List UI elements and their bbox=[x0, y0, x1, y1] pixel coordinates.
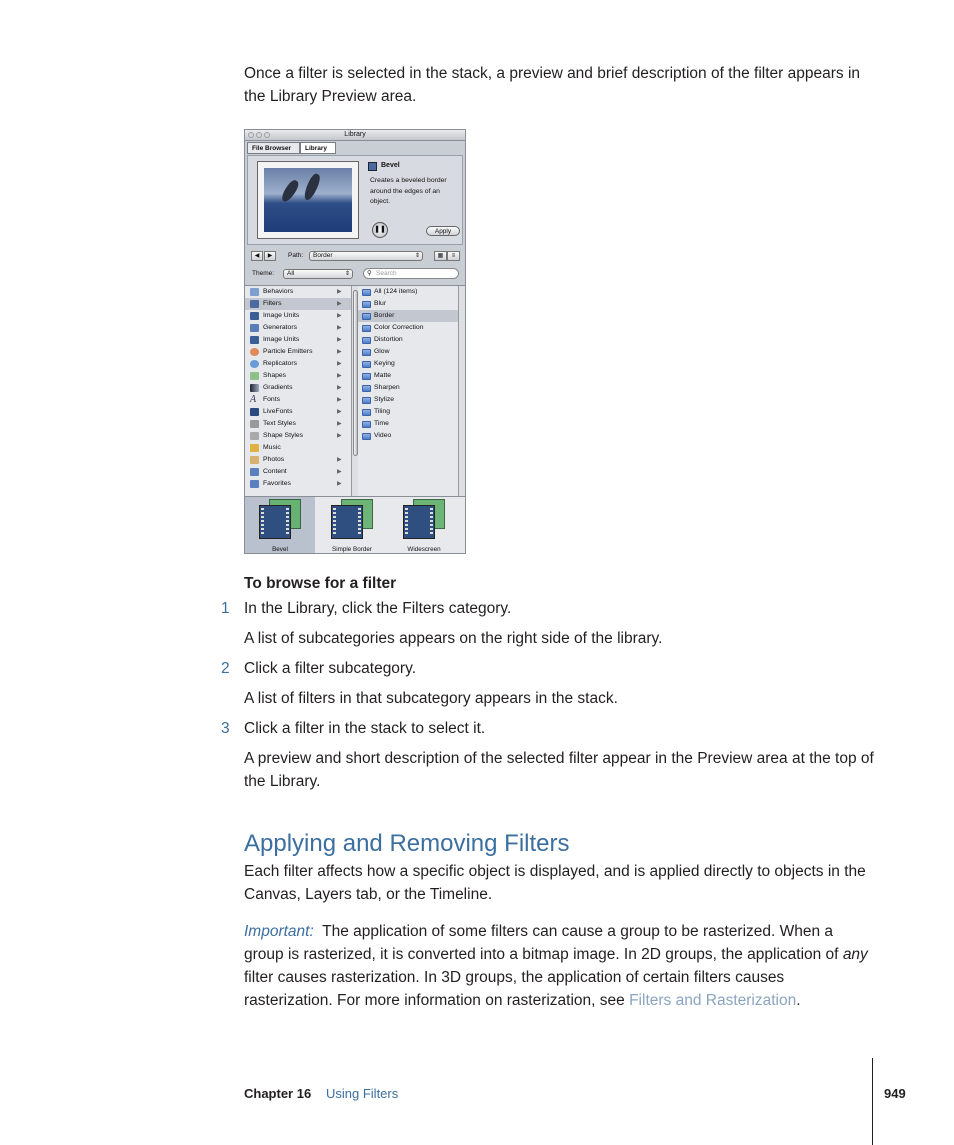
popup-arrows-icon: ⇕ bbox=[414, 253, 420, 259]
subcategory-list bbox=[358, 286, 458, 496]
category-shape-styles[interactable]: Shape Styles ▶ bbox=[245, 430, 351, 442]
folder-icon bbox=[362, 325, 371, 332]
step-result: A preview and short description of the selected filter appear in the Preview area at the top of the Library. bbox=[244, 750, 874, 790]
path-popup[interactable] bbox=[309, 251, 423, 261]
content-icon bbox=[250, 468, 259, 476]
filter-film-icon bbox=[403, 505, 435, 539]
rasterization-link[interactable]: Filters and Rasterization bbox=[629, 992, 797, 1009]
subcategory-item[interactable]: Keying bbox=[358, 358, 458, 370]
step-number: 2 bbox=[221, 660, 230, 677]
filter-film-icon bbox=[331, 505, 363, 539]
stack-item-label: Bevel bbox=[272, 546, 288, 553]
category-list bbox=[245, 286, 351, 496]
subcategory-item[interactable]: Glow bbox=[358, 346, 458, 358]
path-row bbox=[251, 251, 463, 263]
folder-icon bbox=[362, 337, 371, 344]
popup-arrows-icon: ⇕ bbox=[344, 271, 350, 277]
tab-file-browser[interactable]: File Browser bbox=[247, 142, 300, 154]
theme-popup[interactable] bbox=[283, 269, 353, 279]
step-number: 1 bbox=[221, 600, 230, 617]
category-music[interactable]: Music bbox=[245, 442, 351, 454]
subcategory-item[interactable]: Color Correction bbox=[358, 322, 458, 334]
subcategory-item[interactable]: Distortion bbox=[358, 334, 458, 346]
favorites-icon bbox=[250, 480, 259, 488]
shape-styles-icon bbox=[250, 432, 259, 440]
theme-value: All bbox=[287, 270, 295, 277]
category-particle-emitters[interactable]: Particle Emitters ▶ bbox=[245, 346, 351, 358]
step-text: Click a filter subcategory. bbox=[244, 660, 416, 677]
folder-icon bbox=[362, 409, 371, 416]
subcategory-item[interactable]: All (124 items) bbox=[358, 286, 458, 298]
icon-view-icon[interactable]: ▦ bbox=[434, 251, 447, 261]
category-generators[interactable]: Generators ▶ bbox=[245, 322, 351, 334]
fonts-icon: A bbox=[250, 394, 257, 405]
text-styles-icon bbox=[250, 420, 259, 428]
folder-icon bbox=[362, 361, 371, 368]
folder-icon bbox=[362, 397, 371, 404]
subcategory-item[interactable]: Tiling bbox=[358, 406, 458, 418]
stack-item-widescreen[interactable] bbox=[389, 497, 459, 554]
particle-emitters-icon bbox=[250, 348, 259, 356]
apply-button[interactable]: Apply bbox=[426, 226, 460, 236]
category-favorites[interactable]: Favorites ▶ bbox=[245, 478, 351, 490]
category-gradients[interactable]: Gradients ▶ bbox=[245, 382, 351, 394]
path-value: Border bbox=[313, 252, 333, 259]
category-shapes[interactable]: Shapes ▶ bbox=[245, 370, 351, 382]
livefonts-icon bbox=[250, 408, 259, 416]
library-window bbox=[244, 129, 466, 554]
music-icon bbox=[250, 444, 259, 452]
folder-icon bbox=[362, 301, 371, 308]
library-browser bbox=[245, 285, 465, 496]
filter-film-icon bbox=[259, 505, 291, 539]
folder-icon bbox=[362, 313, 371, 320]
filters-icon bbox=[250, 300, 259, 308]
pause-icon[interactable]: ❚❚ bbox=[372, 222, 388, 238]
important-label: Important: bbox=[244, 923, 314, 940]
subcategory-item[interactable]: Time bbox=[358, 418, 458, 430]
behaviors-icon bbox=[250, 288, 259, 296]
step-result: A list of filters in that subcategory appears in the stack. bbox=[244, 690, 618, 707]
step-text: In the Library, click the Filters category. bbox=[244, 600, 512, 617]
page-number: 949 bbox=[884, 1086, 906, 1101]
gradients-icon bbox=[250, 384, 259, 392]
intro-paragraph: Once a filter is selected in the stack, a preview and brief description of the filter appears in the Library Preview area. bbox=[244, 65, 861, 105]
important-text: filter causes rasterization. In 3D groups, the application of certain filters causes rasterization. For more information on rasterization, see bbox=[244, 969, 785, 1009]
important-emphasis: any bbox=[842, 946, 868, 963]
subcategory-item[interactable]: Blur bbox=[358, 298, 458, 310]
category-replicators[interactable]: Replicators ▶ bbox=[245, 358, 351, 370]
stack-item-simple-border[interactable] bbox=[317, 497, 387, 554]
dolphin-image bbox=[264, 168, 352, 232]
image-units-icon bbox=[250, 312, 259, 320]
category-fonts[interactable]: A Fonts ▶ bbox=[250, 394, 342, 405]
step-result: A list of subcategories appears on the right side of the library. bbox=[244, 630, 663, 647]
procedure-heading: To browse for a filter bbox=[244, 575, 397, 592]
folder-icon bbox=[362, 421, 371, 428]
important-text: The application of some filters can cause a group to be rasterized. When a group is rasterized, it is converted into a bitmap image. In 2D groups, the application of bbox=[244, 923, 839, 963]
subcategory-item[interactable]: Video bbox=[358, 430, 458, 442]
forward-arrow-icon[interactable]: ▶ bbox=[264, 251, 276, 261]
preview-thumbnail bbox=[257, 161, 359, 239]
category-behaviors[interactable]: Behaviors ▶ bbox=[245, 286, 351, 298]
category-photos[interactable]: Photos ▶ bbox=[245, 454, 351, 466]
subcategory-item[interactable]: Matte bbox=[358, 370, 458, 382]
back-arrow-icon[interactable]: ◀ bbox=[251, 251, 263, 261]
important-note: Important: The application of some filters can cause a group to be rasterized. When a group is rasterized, it is converted into a bitmap image. In 2D groups, the application of any filter causes rasterization. In 3D groups, the application of certain filters causes rasterization. For more information on rasterization, see Filters and Rasterization. bbox=[244, 923, 868, 1009]
section-body: Each filter affects how a specific object is displayed, and is applied directly to objects in the Canvas, Layers tab, or the Timeline. bbox=[244, 863, 866, 903]
filter-icon bbox=[368, 162, 377, 171]
search-placeholder: Search bbox=[376, 270, 397, 277]
image-units-icon bbox=[250, 336, 259, 344]
category-text-styles[interactable]: Text Styles ▶ bbox=[245, 418, 351, 430]
subcategory-item[interactable]: Sharpen bbox=[358, 382, 458, 394]
preview-area bbox=[247, 155, 463, 245]
category-image-units[interactable]: Image Units ▶ bbox=[245, 310, 351, 322]
preview-description: Creates a beveled border around the edges of an object. bbox=[370, 177, 447, 205]
category-content[interactable]: Content ▶ bbox=[245, 466, 351, 478]
folder-icon bbox=[362, 349, 371, 356]
search-field[interactable] bbox=[363, 268, 459, 279]
footer-divider bbox=[872, 1058, 873, 1145]
subcategory-scrollbar[interactable] bbox=[458, 286, 466, 496]
step-text: Click a filter in the stack to select it. bbox=[244, 720, 486, 737]
search-icon: ⚲ bbox=[367, 270, 372, 277]
subcategory-item-selected[interactable]: Border bbox=[358, 310, 458, 322]
category-livefonts[interactable]: LiveFonts ▶ bbox=[245, 406, 351, 418]
footer-chapter-title: Using Filters bbox=[326, 1086, 399, 1101]
path-label: Path: bbox=[288, 252, 304, 259]
replicators-icon bbox=[250, 360, 259, 368]
folder-icon bbox=[362, 385, 371, 392]
folder-icon bbox=[362, 373, 371, 380]
generators-icon bbox=[250, 324, 259, 332]
folder-icon bbox=[362, 433, 371, 440]
window-title: Library bbox=[344, 131, 366, 138]
folder-icon bbox=[362, 289, 371, 296]
subcategory-item[interactable]: Stylize bbox=[358, 394, 458, 406]
section-title: Applying and Removing Filters bbox=[244, 830, 570, 857]
photos-icon bbox=[250, 456, 259, 464]
stack-item-label: Widescreen bbox=[407, 546, 441, 553]
stack-item-bevel[interactable] bbox=[245, 497, 315, 554]
step-number: 3 bbox=[221, 720, 230, 737]
filter-stack bbox=[245, 496, 465, 554]
footer-chapter: Chapter 16 bbox=[244, 1086, 312, 1101]
stack-item-label: Simple Border bbox=[332, 546, 372, 553]
list-view-icon[interactable]: ≡ bbox=[447, 251, 460, 261]
tab-library[interactable]: Library bbox=[300, 142, 336, 154]
shapes-icon bbox=[250, 372, 259, 380]
theme-label: Theme: bbox=[252, 270, 275, 277]
category-image-units-2[interactable]: Image Units ▶ bbox=[245, 334, 351, 346]
window-titlebar bbox=[245, 130, 465, 141]
category-filters[interactable]: Filters ▶ bbox=[245, 298, 351, 310]
preview-filter-name: Bevel bbox=[381, 162, 400, 169]
